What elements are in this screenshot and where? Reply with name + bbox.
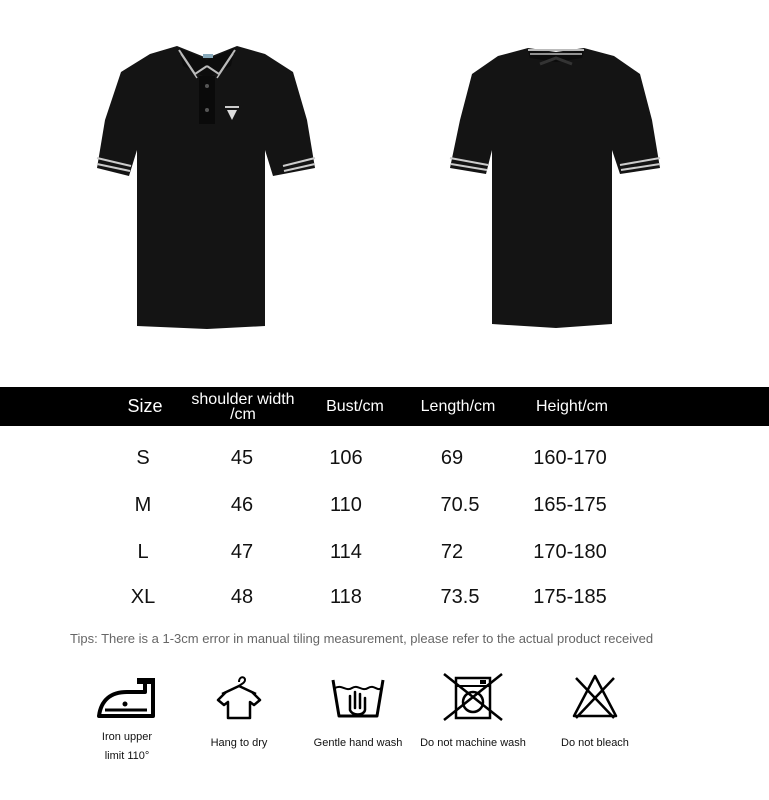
cell-shoulder: 46 (230, 493, 254, 516)
care-iron (72, 672, 182, 766)
table-row (0, 582, 769, 612)
cell-length: 70.5 (440, 493, 480, 516)
cell-shoulder: 45 (230, 446, 254, 469)
cell-height: 175-185 (533, 585, 607, 608)
no-bleach-label: Do not bleach (561, 737, 629, 749)
header-bust: Bust/cm (326, 398, 384, 415)
cell-length: 73.5 (440, 585, 480, 608)
no-machine-label: Do not machine wash (420, 737, 526, 749)
cell-length: 72 (440, 540, 464, 563)
shirt-back-image (448, 40, 663, 335)
cell-height: 160-170 (533, 446, 607, 469)
cell-shoulder: 47 (230, 540, 254, 563)
hanger-icon (214, 672, 264, 722)
table-row (0, 443, 769, 473)
hand-wash-label: Gentle hand wash (313, 737, 403, 749)
iron-label-line1: Iron upper (101, 731, 153, 743)
shirt-front-image (95, 40, 320, 335)
care-no-bleach (540, 672, 650, 753)
cell-bust: 110 (330, 493, 362, 516)
cell-height: 170-180 (533, 540, 607, 563)
header-length: Length/cm (420, 398, 496, 415)
tips-text: Tips: There is a 1-3cm error in manual tiling measurement, please refer to the actual product received (70, 631, 654, 646)
cell-height: 165-175 (533, 493, 607, 516)
care-hand-wash (303, 672, 413, 753)
cell-bust: 106 (329, 446, 363, 469)
table-row (0, 490, 769, 520)
hang-label: Hang to dry (210, 737, 268, 749)
header-shoulder-line1: shoulder width (191, 390, 295, 408)
care-no-machine-wash (418, 672, 528, 753)
iron-icon (95, 672, 159, 722)
care-hang-dry (184, 672, 294, 753)
cell-size: L (137, 540, 149, 563)
iron-label-line2: limit 110° (104, 750, 150, 762)
cell-length: 69 (440, 446, 464, 469)
cell-bust: 118 (330, 585, 362, 608)
header-shoulder-width (178, 387, 308, 426)
cell-shoulder: 48 (230, 585, 254, 608)
header-shoulder-line2: /cm (230, 405, 256, 423)
cell-bust: 114 (330, 540, 362, 563)
product-photos (0, 0, 769, 380)
no-bleach-icon (570, 672, 620, 722)
hand-wash-icon (330, 672, 386, 722)
no-machine-wash-icon (442, 672, 504, 722)
header-height: Height/cm (535, 398, 609, 415)
cell-size: M (134, 493, 152, 516)
size-table-header (0, 387, 769, 426)
table-row (0, 537, 769, 567)
cell-size: S (136, 446, 150, 469)
header-size: Size (127, 396, 163, 416)
cell-size: XL (130, 585, 156, 608)
iron-label (72, 728, 182, 766)
